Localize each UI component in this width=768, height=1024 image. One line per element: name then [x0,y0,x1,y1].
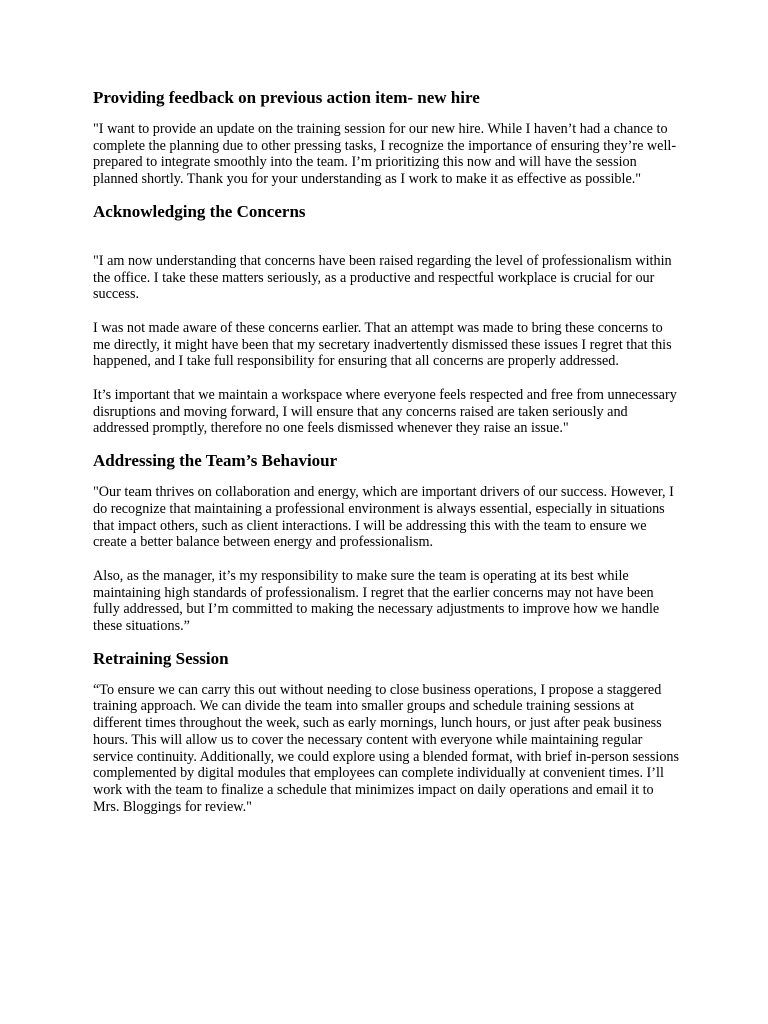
heading-team-behaviour: Addressing the Team’s Behaviour [93,451,338,471]
paragraph-team-collaboration: "Our team thrives on collaboration and energy, which are important drivers of our success. However, I do recognize that maintaining a professional environment is always essential, especially in situations that impact others, such as client interactions. I will be addressing this with the team to ensure we create a better balance between energy and professionalism. [93,484,674,551]
paragraph-not-made-aware: I was not made aware of these concerns earlier. That an attempt was made to bring these concerns to me directly, it might have been that my secretary inadvertently dismissed these issues I regret that this happened, and I take full responsibility for ensuring that all concerns are properly addressed. [93,319,672,370]
paragraph-manager-responsibility: Also, as the manager, it’s my responsibility to make sure the team is operating at its best while maintaining high standards of professionalism. I regret that the earlier concerns may not have been fully addressed, but I’m committed to making the necessary adjustments to improve how we handle these situations.” [93,567,660,635]
paragraph-new-hire-update: "I want to provide an update on the training session for our new hire. While I haven’t had a chance to complete the planning due to other pressing tasks, I recognize the importance of ensuring they’re well-prepared to integrate smoothly into the team. I’m prioritizing this now and will have the session planned shortly. Thank you for your understanding as I work to make it as effective as possible." [93,121,677,188]
paragraph-concerns-raised: "I am now understanding that concerns have been raised regarding the level of professionalism within the office. I take these matters seriously, as a productive and respectful workplace is crucial for our success. [93,252,672,303]
paragraph-staggered-training: “To ensure we can carry this out without needing to close business operations, I propose a staggered training approach. We can divide the team into smaller groups and schedule training sessions at different times throughout the week, such as early mornings, lunch hours, or just after peak business hours. This will allow us to cover the necessary content with everyone while maintaining regular service continuity. Additionally, we could explore using a blended format, with brief in-person sessions complemented by digital modules that employees can complete individually at convenient times. I’ll work with the team to finalize a schedule that minimizes impact on daily operations and email it to Mrs. Bloggings for review." [93,681,680,815]
heading-new-hire-feedback: Providing feedback on previous action item- new hire [93,88,480,107]
heading-retraining-session: Retraining Session [93,648,229,668]
paragraph-respectful-workspace: It’s important that we maintain a workspace where everyone feels respected and free from unnecessary disruptions and moving forward, I will ensure that any concerns raised are taken seriously and addressed promptly, therefore no one feels dismissed whenever they raise an issue." [93,387,677,437]
document-page [93,87,683,815]
heading-acknowledging-concerns: Acknowledging the Concerns [93,201,306,221]
